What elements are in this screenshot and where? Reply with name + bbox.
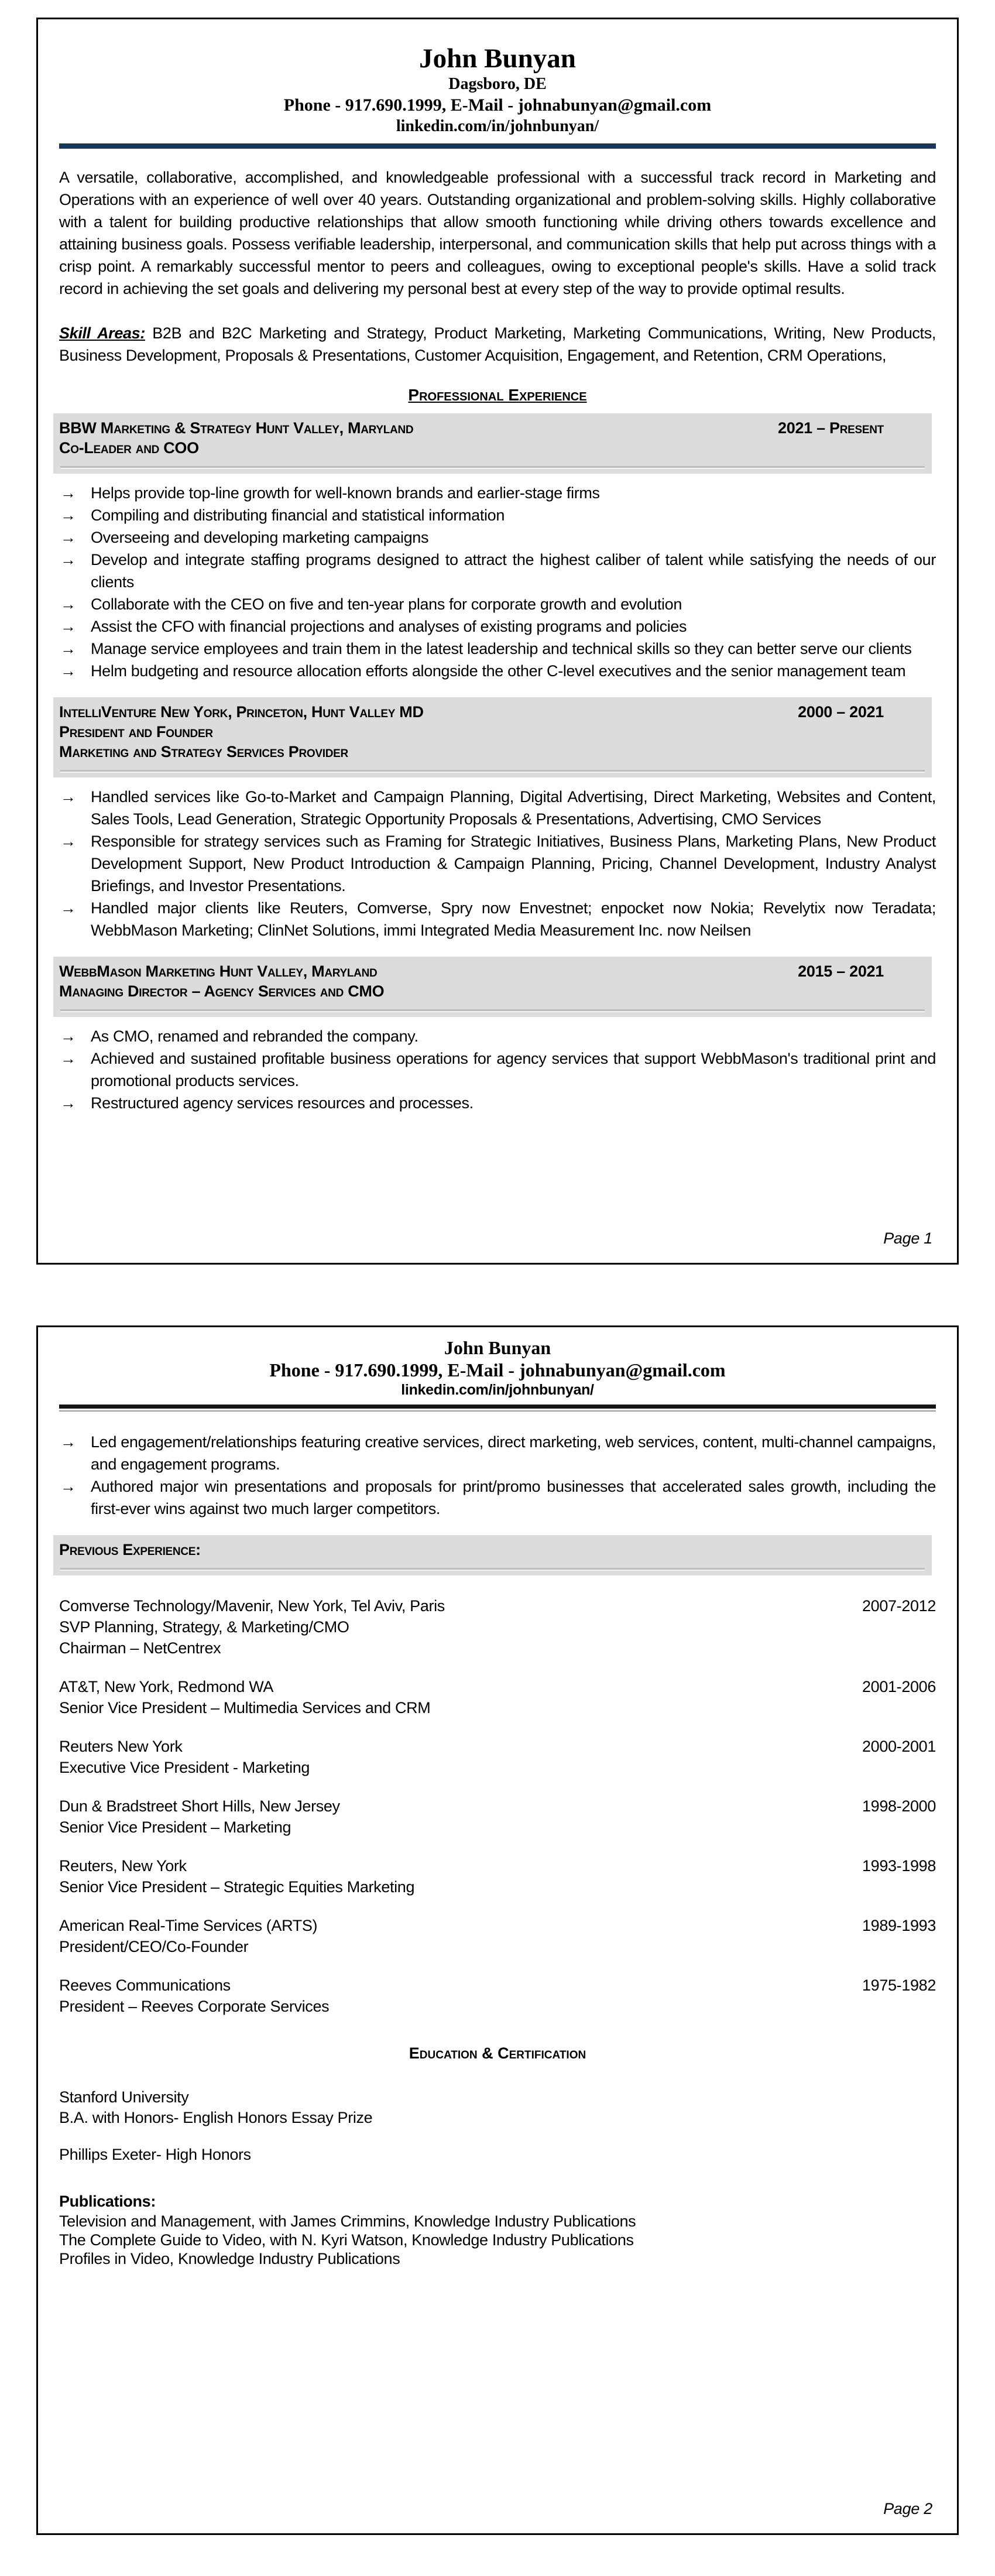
job-company: BBW Marketing & Strategy Hunt Valley, Maryland bbox=[59, 419, 414, 437]
job-header-bbw bbox=[53, 413, 932, 474]
arrow-bullet-icon: → bbox=[60, 833, 76, 850]
arrow-bullet-icon: → bbox=[60, 484, 76, 502]
previous-entry bbox=[59, 1595, 936, 1659]
publication-line: The Complete Guide to Video, with N. Kyri Watson, Knowledge Industry Publications bbox=[59, 2231, 634, 2249]
list-item: → Achieved and sustained profitable business operations for agency services that support WebbMason's traditional print and promotional products services. bbox=[59, 1047, 936, 1092]
previous-experience-bar bbox=[53, 1535, 932, 1575]
previous-entry bbox=[59, 1915, 936, 1957]
prev-company: Reuters, New York bbox=[59, 1857, 187, 1875]
list-item: → Helps provide top-line growth for well-known brands and earlier-stage firms bbox=[59, 482, 936, 504]
previous-entry bbox=[59, 1975, 936, 2017]
prev-company: Reuters New York bbox=[59, 1738, 183, 1755]
prev-company: Reeves Communications bbox=[59, 1976, 231, 1994]
prev-dates: 1975-1982 bbox=[862, 1976, 936, 1994]
education-line: Stanford University bbox=[59, 2088, 189, 2106]
page-number: Page 1 bbox=[883, 1229, 932, 1247]
prev-dates: 2007-2012 bbox=[862, 1597, 936, 1615]
job-bullets-intelliventure bbox=[59, 786, 936, 941]
job-role: Marketing and Strategy Services Provider bbox=[59, 743, 348, 761]
arrow-bullet-icon: → bbox=[60, 1478, 76, 1495]
linkedin-line: linkedin.com/in/johnbunyan/ bbox=[396, 117, 599, 135]
linkedin-line: linkedin.com/in/johnbunyan/ bbox=[401, 1382, 594, 1398]
prev-role: Senior Vice President – Strategic Equities Marketing bbox=[59, 1878, 415, 1896]
arrow-bullet-icon: → bbox=[60, 1433, 76, 1451]
education-block bbox=[59, 2087, 936, 2165]
prev-role: Executive Vice President - Marketing bbox=[59, 1759, 310, 1776]
arrow-bullet-icon: → bbox=[60, 595, 76, 613]
arrow-bullet-icon: → bbox=[60, 529, 76, 546]
list-item: → Restructured agency services resources and processes. bbox=[59, 1092, 936, 1114]
prev-dates: 1993-1998 bbox=[862, 1857, 936, 1875]
list-item: → Overseeing and developing marketing campaigns bbox=[59, 526, 936, 549]
arrow-bullet-icon: → bbox=[60, 1094, 76, 1112]
previous-entry bbox=[59, 1855, 936, 1897]
page2-bullets bbox=[59, 1431, 936, 1520]
arrow-bullet-icon: → bbox=[60, 640, 76, 657]
arrow-bullet-icon: → bbox=[60, 618, 76, 635]
publications-block bbox=[59, 2191, 936, 2268]
header-rule bbox=[59, 1405, 936, 1409]
arrow-bullet-icon: → bbox=[60, 662, 76, 680]
arrow-bullet-icon: → bbox=[60, 1027, 76, 1045]
prev-role: Senior Vice President – Marketing bbox=[59, 1818, 291, 1836]
arrow-bullet-icon: → bbox=[60, 506, 76, 524]
prev-role: President – Reeves Corporate Services bbox=[59, 1998, 330, 2015]
document-canvas bbox=[0, 18, 995, 2535]
prev-company: AT&T, New York, Redmond WA bbox=[59, 1678, 274, 1695]
list-item: → Led engagement/relationships featuring creative services, direct marketing, web services, content, multi-channel campaigns, and engagement programs. bbox=[59, 1431, 936, 1475]
contact-line: Phone - 917.690.1999, E-Mail - johnabunyan@gmail.com bbox=[283, 95, 712, 115]
publications-label: Publications: bbox=[59, 2193, 156, 2210]
prev-role: SVP Planning, Strategy, & Marketing/CMO bbox=[59, 1618, 349, 1636]
skill-areas-text: B2B and B2C Marketing and Strategy, Product Marketing, Marketing Communications, Writing, New Products, Business Development, Proposals & Presentations, Customer Acquisition, Engagement, and Retention, CRM Operations, bbox=[59, 324, 936, 364]
list-item: → Compiling and distributing financial and statistical information bbox=[59, 504, 936, 526]
job-header-webbmason bbox=[53, 957, 932, 1017]
prev-dates: 2001-2006 bbox=[862, 1678, 936, 1695]
header-rule bbox=[59, 143, 936, 149]
list-item: → Handled major clients like Reuters, Comverse, Spry now Envestnet; enpocket now Nokia; Revelytix now Teradata; WebbMason Marketing; ClinNet Solutions, immi Integrated Media Measurement Inc. now Neilsen bbox=[59, 897, 936, 941]
professional-experience-heading: Professional Experience bbox=[408, 386, 587, 404]
job-company: WebbMason Marketing Hunt Valley, Maryland bbox=[59, 962, 378, 980]
person-location: Dagsboro, DE bbox=[448, 75, 547, 93]
list-item: → Authored major win presentations and proposals for print/promo businesses that accelerated sales growth, including the first-ever wins against two much larger competitors. bbox=[59, 1475, 936, 1520]
job-header-intelliventure bbox=[53, 697, 932, 777]
arrow-bullet-icon: → bbox=[60, 899, 76, 917]
arrow-bullet-icon: → bbox=[60, 1050, 76, 1067]
list-item: → Responsible for strategy services such as Framing for Strategic Initiatives, Business Plans, Marketing Plans, New Product Development Support, New Product Introduction & Campaign Planning, Pricing, Channel Development, Industry Analyst Briefings, and Investor Presentations. bbox=[59, 830, 936, 897]
job-dates: 2000 – 2021 bbox=[798, 703, 884, 721]
prev-role: President/CEO/Co-Founder bbox=[59, 1938, 249, 1955]
prev-company: Comverse Technology/Mavenir, New York, Tel Aviv, Paris bbox=[59, 1597, 445, 1615]
arrow-bullet-icon: → bbox=[60, 551, 76, 568]
list-item: → As CMO, renamed and rebranded the company. bbox=[59, 1025, 936, 1047]
prev-role: Senior Vice President – Multimedia Services and CRM bbox=[59, 1699, 431, 1717]
job-role: Managing Director – Agency Services and CMO bbox=[59, 982, 385, 1000]
page1-header bbox=[59, 43, 936, 136]
publication-line: Television and Management, with James Crimmins, Knowledge Industry Publications bbox=[59, 2212, 636, 2230]
education-heading: Education & Certification bbox=[409, 2044, 586, 2062]
skill-areas-label: Skill Areas: bbox=[59, 324, 145, 342]
prev-company: American Real-Time Services (ARTS) bbox=[59, 1917, 318, 1934]
person-name: John Bunyan bbox=[419, 43, 576, 74]
job-role: Co-Leader and COO bbox=[59, 439, 199, 457]
job-bullets-bbw bbox=[59, 482, 936, 682]
list-item: → Helm budgeting and resource allocation efforts alongside the other C-level executives and the senior management team bbox=[59, 660, 936, 682]
job-dates: 2021 – Present bbox=[778, 419, 884, 437]
summary-paragraph: A versatile, collaborative, accomplished, and knowledgeable professional with a successful track record in Marketing and Operations with an experience of well over 40 years. Outstanding organizational and problem-solving skills. Highly collaborative with a talent for building productive relationships that allow smooth functioning while driving others towards excellence and attaining business goals. Possess verifiable leadership, interpersonal, and communication skills that help put across things with a crisp point. A remarkably successful mentor to peers and colleagues, owing to exceptional people's skills. Have a solid track record in achieving the set goals and delivering my personal best at every step of the way to provide optimal results. bbox=[59, 169, 936, 297]
page2-header bbox=[59, 1337, 936, 1399]
previous-entry bbox=[59, 1676, 936, 1718]
prev-role: Chairman – NetCentrex bbox=[59, 1639, 221, 1657]
previous-experience-list bbox=[59, 1595, 936, 2017]
skill-areas-paragraph bbox=[59, 322, 936, 366]
prev-dates: 1998-2000 bbox=[862, 1797, 936, 1815]
previous-entry bbox=[59, 1736, 936, 1778]
education-line: B.A. with Honors- English Honors Essay Prize bbox=[59, 2109, 373, 2126]
list-item: → Collaborate with the CEO on five and ten-year plans for corporate growth and evolution bbox=[59, 593, 936, 615]
list-item: → Manage service employees and train them in the latest leadership and technical skills so they can better serve our clients bbox=[59, 638, 936, 660]
prev-dates: 1989-1993 bbox=[862, 1917, 936, 1934]
publication-line: Profiles in Video, Knowledge Industry Publications bbox=[59, 2250, 400, 2267]
list-item: → Handled services like Go-to-Market and Campaign Planning, Digital Advertising, Direct Marketing, Websites and Content, Sales Tools, Lead Generation, Strategic Opportunity Proposals & Presentations, Advertising, CMO Services bbox=[59, 786, 936, 830]
page-number: Page 2 bbox=[883, 2500, 932, 2517]
job-bullets-webbmason bbox=[59, 1025, 936, 1114]
person-name: John Bunyan bbox=[444, 1337, 551, 1358]
prev-company: Dun & Bradstreet Short Hills, New Jersey bbox=[59, 1797, 340, 1815]
job-company: IntelliVenture New York, Princeton, Hunt Valley MD bbox=[59, 703, 424, 721]
prev-dates: 2000-2001 bbox=[862, 1738, 936, 1755]
list-item: → Assist the CFO with financial projections and analyses of existing programs and policies bbox=[59, 615, 936, 638]
list-item: → Develop and integrate staffing programs designed to attract the highest caliber of talent while satisfying the needs of our clients bbox=[59, 549, 936, 593]
previous-experience-label: Previous Experience: bbox=[59, 1541, 201, 1558]
previous-entry bbox=[59, 1796, 936, 1838]
contact-line: Phone - 917.690.1999, E-Mail - johnabunyan@gmail.com bbox=[269, 1359, 726, 1381]
resume-page-1 bbox=[36, 18, 959, 1265]
job-dates: 2015 – 2021 bbox=[798, 962, 884, 980]
job-role: President and Founder bbox=[59, 723, 213, 741]
education-line: Phillips Exeter- High Honors bbox=[59, 2146, 251, 2163]
arrow-bullet-icon: → bbox=[60, 788, 76, 806]
resume-page-2 bbox=[36, 1325, 959, 2535]
